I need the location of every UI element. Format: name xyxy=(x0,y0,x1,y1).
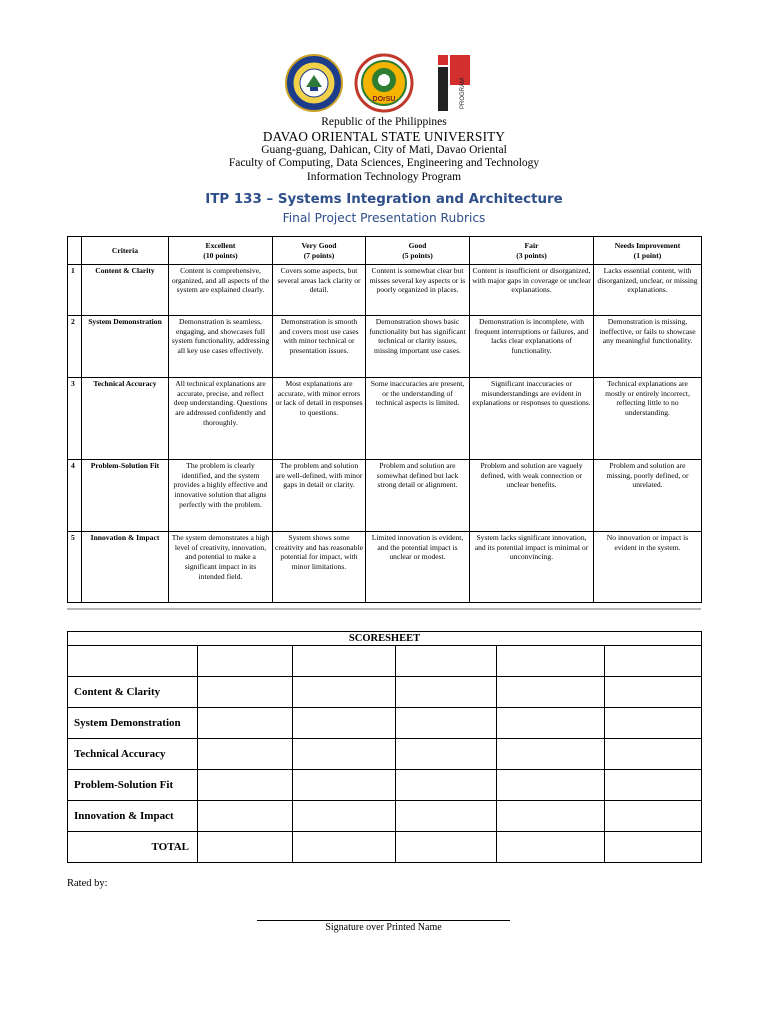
rubric-header-excellent xyxy=(169,237,273,265)
dorsu-logo-text: DOrSU xyxy=(372,96,396,103)
rubric-row-num: 1 xyxy=(68,265,82,316)
rubric-header-num xyxy=(68,237,82,265)
signature-caption: Signature over Printed Name xyxy=(325,922,442,933)
score-cell[interactable] xyxy=(396,708,497,739)
score-cell[interactable] xyxy=(198,677,293,708)
scoresheet-row-label: Innovation & Impact xyxy=(68,801,198,832)
rubric-subtitle: Final Project Presentation Rubrics xyxy=(282,211,486,225)
score-cell[interactable] xyxy=(293,801,396,832)
dorsu-logo-icon xyxy=(354,53,414,113)
scoresheet-row-label: Problem-Solution Fit xyxy=(68,770,198,801)
scoresheet-table xyxy=(67,631,702,863)
scoresheet-row-label: Content & Clarity xyxy=(68,677,198,708)
scoresheet-cell[interactable] xyxy=(198,646,293,677)
verygood-label: Very Good xyxy=(301,240,337,250)
rubric-header-criteria: Criteria xyxy=(82,237,169,265)
scoresheet-total-row xyxy=(68,832,702,863)
rubric-header-verygood xyxy=(273,237,366,265)
rubric-row-criteria: System Demonstration xyxy=(82,316,169,378)
rubric-cell-good: Content is somewhat clear but misses several key aspects or is poorly organized in places. xyxy=(366,265,470,316)
scoresheet-title: SCORESHEET xyxy=(68,632,702,646)
score-cell[interactable] xyxy=(497,801,605,832)
good-points: (5 points) xyxy=(402,250,433,260)
rubric-cell-fair: Significant inaccuracies or misunderstandings are evident in explanations or responses to questions. xyxy=(470,378,594,460)
score-cell[interactable] xyxy=(396,677,497,708)
it-program-logo-text: PROGRAM xyxy=(460,77,466,109)
rubric-row xyxy=(68,460,702,532)
rubric-row-num: 3 xyxy=(68,378,82,460)
scoresheet-title-row xyxy=(68,632,702,646)
score-cell[interactable] xyxy=(497,677,605,708)
header-address: Guang-guang, Dahican, City of Mati, Davao Oriental xyxy=(261,143,507,156)
score-cell[interactable] xyxy=(605,801,702,832)
rubric-cell-verygood: System shows some creativity and has reasonable potential for impact, with minor limitations. xyxy=(273,532,366,603)
rubric-row-criteria: Problem-Solution Fit xyxy=(82,460,169,532)
rubric-cell-excellent: The system demonstrates a high level of creativity, innovation, and potential to make a significant impact in its intended field. xyxy=(169,532,273,603)
scoresheet-row xyxy=(68,708,702,739)
needs-points: (1 point) xyxy=(633,250,662,260)
scoresheet-row-label: Technical Accuracy xyxy=(68,739,198,770)
score-cell[interactable] xyxy=(198,801,293,832)
rubric-cell-fair: Content is insufficient or disorganized, with major gaps in coverage or unclear explanations. xyxy=(470,265,594,316)
rubric-row xyxy=(68,378,702,460)
course-title: ITP 133 – Systems Integration and Architecture xyxy=(205,192,563,207)
score-cell[interactable] xyxy=(396,770,497,801)
rated-by-label: Rated by: xyxy=(67,878,108,889)
rubric-cell-needs: No innovation or impact is evident in the system. xyxy=(594,532,702,603)
it-program-logo-icon xyxy=(424,53,484,113)
rubric-row xyxy=(68,532,702,603)
scoresheet-header-row xyxy=(68,646,702,677)
rubric-row xyxy=(68,316,702,378)
score-cell[interactable] xyxy=(198,770,293,801)
rubric-cell-excellent: The problem is clearly identified, and the system provides a highly effective and innovative solution that aligns perfectly with the problem. xyxy=(169,460,273,532)
section-divider xyxy=(67,608,701,610)
scoresheet-cell[interactable] xyxy=(605,646,702,677)
scoresheet-total-label: TOTAL xyxy=(68,832,198,863)
total-cell[interactable] xyxy=(198,832,293,863)
score-cell[interactable] xyxy=(497,770,605,801)
logo-row xyxy=(0,55,768,111)
rubric-cell-needs: Technical explanations are mostly or entirely incorrect, reflecting little to no understanding. xyxy=(594,378,702,460)
scoresheet-row xyxy=(68,770,702,801)
rubric-header-needs xyxy=(594,237,702,265)
rubric-cell-verygood: Covers some aspects, but several areas lack clarity or detail. xyxy=(273,265,366,316)
rubric-cell-excellent: Content is comprehensive, organized, and all aspects of the system are explained clearly. xyxy=(169,265,273,316)
rubric-cell-excellent: All technical explanations are accurate, precise, and reflect deep understanding. Questions are addressed confidently and thoroughly. xyxy=(169,378,273,460)
score-cell[interactable] xyxy=(293,739,396,770)
score-cell[interactable] xyxy=(396,739,497,770)
good-label: Good xyxy=(408,240,427,250)
document-header xyxy=(0,116,768,185)
rubric-row-criteria: Content & Clarity xyxy=(82,265,169,316)
rubric-header-row xyxy=(68,237,702,265)
score-cell[interactable] xyxy=(605,677,702,708)
rubric-cell-needs: Lacks essential content, with disorganized, unclear, or missing explanations. xyxy=(594,265,702,316)
scoresheet-cell[interactable] xyxy=(396,646,497,677)
rubric-row-criteria: Innovation & Impact xyxy=(82,532,169,603)
excellent-label: Excellent xyxy=(205,240,236,250)
rubric-row-criteria: Technical Accuracy xyxy=(82,378,169,460)
score-cell[interactable] xyxy=(605,770,702,801)
rubric-row xyxy=(68,265,702,316)
university-seal-icon xyxy=(284,53,344,113)
fair-label: Fair xyxy=(524,240,539,250)
score-cell[interactable] xyxy=(293,770,396,801)
rubric-cell-needs: Problem and solution are missing, poorly defined, or unrelated. xyxy=(594,460,702,532)
rubric-cell-fair: Problem and solution are vaguely defined, with weak connection or unclear benefits. xyxy=(470,460,594,532)
score-cell[interactable] xyxy=(198,739,293,770)
scoresheet-row xyxy=(68,677,702,708)
total-cell[interactable] xyxy=(293,832,396,863)
rubric-cell-good: Demonstration shows basic functionality but has significant technical or clarity issues, missing important use cases. xyxy=(366,316,470,378)
rubric-cell-verygood: Most explanations are accurate, with minor errors or lack of detail in responses to questions. xyxy=(273,378,366,460)
total-cell[interactable] xyxy=(605,832,702,863)
score-cell[interactable] xyxy=(293,677,396,708)
rubric-cell-good: Problem and solution are somewhat defined but lack strong detail or alignment. xyxy=(366,460,470,532)
scoresheet-row xyxy=(68,801,702,832)
rubric-cell-fair: System lacks significant innovation, and its potential impact is minimal or unconvincing. xyxy=(470,532,594,603)
score-cell[interactable] xyxy=(293,708,396,739)
scoresheet-cell[interactable] xyxy=(293,646,396,677)
rubric-cell-good: Limited innovation is evident, and the potential impact is unclear or modest. xyxy=(366,532,470,603)
needs-label: Needs Improvement xyxy=(614,240,681,250)
rubric-cell-fair: Demonstration is incomplete, with frequent interruptions or failures, and lacks clear explanations of functionality. xyxy=(470,316,594,378)
signature-line[interactable] xyxy=(257,920,510,921)
rubric-row-num: 5 xyxy=(68,532,82,603)
rubric-cell-needs: Demonstration is missing, ineffective, or fails to showcase any meaningful functionality. xyxy=(594,316,702,378)
rubric-table xyxy=(67,236,702,603)
score-cell[interactable] xyxy=(396,801,497,832)
rubric-cell-good: Some inaccuracies are present, or the understanding of technical aspects is limited. xyxy=(366,378,470,460)
score-cell[interactable] xyxy=(497,708,605,739)
score-cell[interactable] xyxy=(605,708,702,739)
rubric-cell-verygood: Demonstration is smooth and covers most use cases with minor technical or presentation issues. xyxy=(273,316,366,378)
verygood-points: (7 points) xyxy=(303,250,335,260)
rubric-cell-excellent: Demonstration is seamless, engaging, and showcases full system functionality, addressing all key use cases effectively. xyxy=(169,316,273,378)
header-faculty: Faculty of Computing, Data Sciences, Engineering and Technology xyxy=(228,157,540,170)
score-cell[interactable] xyxy=(198,708,293,739)
excellent-points: (10 points) xyxy=(203,250,238,260)
total-cell[interactable] xyxy=(497,832,605,863)
scoresheet-cell[interactable] xyxy=(68,646,198,677)
scoresheet-cell[interactable] xyxy=(497,646,605,677)
fair-points: (3 points) xyxy=(516,250,547,260)
header-university: DAVAO ORIENTAL STATE UNIVERSITY xyxy=(262,128,506,144)
rubric-header-good xyxy=(366,237,470,265)
scoresheet-row-label: System Demonstration xyxy=(68,708,198,739)
scoresheet-row xyxy=(68,739,702,770)
score-cell[interactable] xyxy=(605,739,702,770)
document-title xyxy=(0,191,768,227)
total-cell[interactable] xyxy=(396,832,497,863)
header-program: Information Technology Program xyxy=(306,171,462,184)
rubric-cell-verygood: The problem and solution are well-defined, with minor gaps in detail or clarity. xyxy=(273,460,366,532)
header-republic: Republic of the Philippines xyxy=(321,116,447,128)
rubric-header-fair xyxy=(470,237,594,265)
rubric-row-num: 4 xyxy=(68,460,82,532)
rubric-row-num: 2 xyxy=(68,316,82,378)
score-cell[interactable] xyxy=(497,739,605,770)
